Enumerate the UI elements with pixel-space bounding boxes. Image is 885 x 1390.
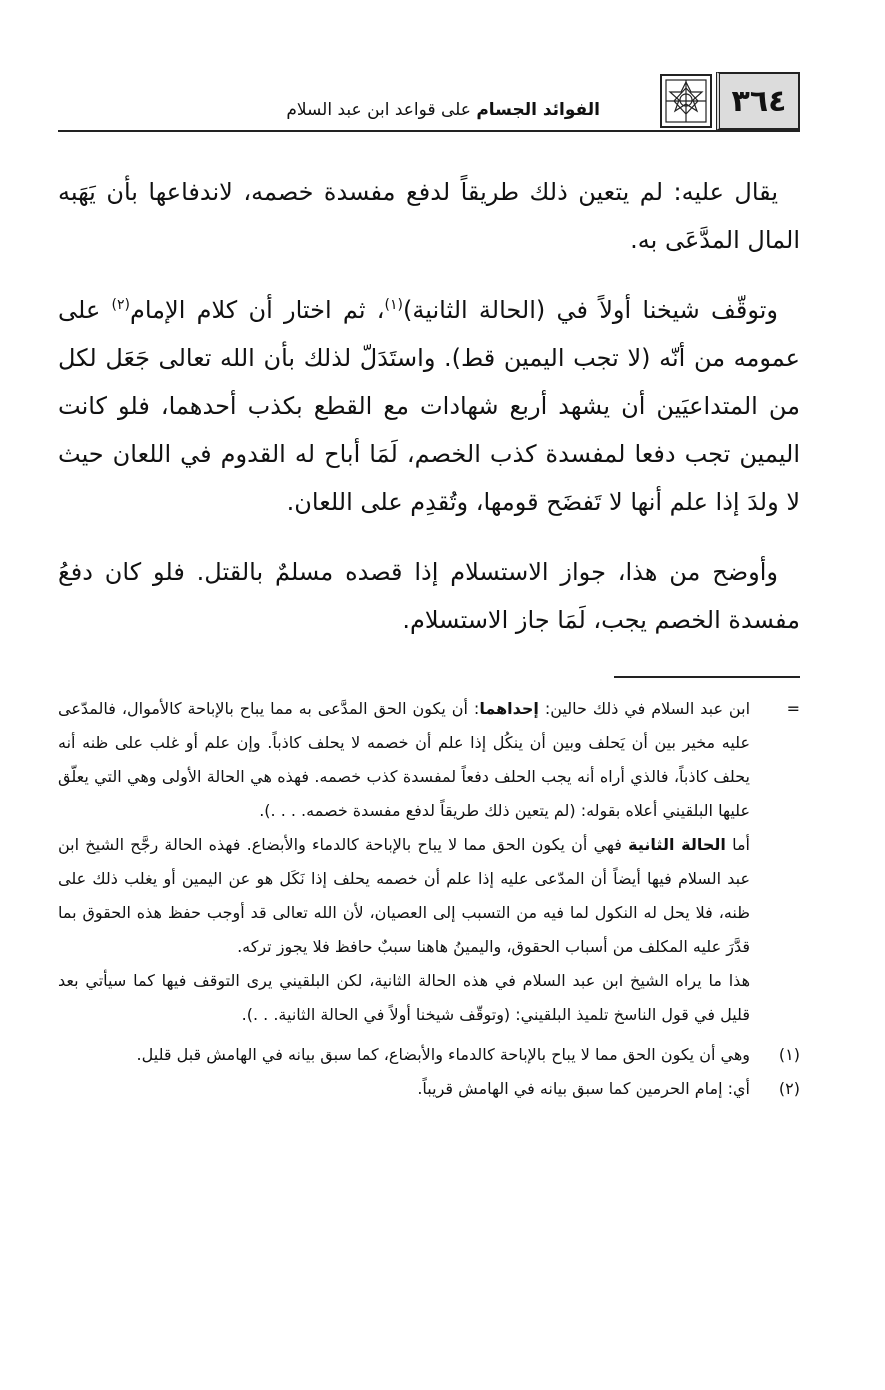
footnote-2-mark: (٢): [778, 1079, 800, 1098]
main-text: [58, 168, 800, 666]
footnote-2: [58, 1072, 800, 1106]
footnote-continuation: [58, 692, 800, 828]
page-header: [58, 68, 800, 132]
footnote-1-text: وهي أن يكون الحق مما لا يباح بالإباحة كالدماء والأبضاع، كما سبق بيانه في الهامش قبل قليل.: [136, 1045, 750, 1064]
paragraph-2-part-1: وتوقّف شيخنا أولاً في (الحالة الثانية): [402, 296, 778, 324]
footnote-1: [58, 1038, 800, 1072]
paragraph-2: [58, 286, 800, 526]
footnote-separator: [614, 676, 800, 678]
footnote-1-mark: (١): [778, 1045, 800, 1064]
continuation-mark: =: [786, 699, 800, 718]
page-number: ٣٦٤: [731, 83, 787, 119]
running-title-rest: على قواعد ابن عبد السلام: [286, 100, 477, 120]
footnotes: [58, 692, 800, 1106]
continuation-text-2: أما الحالة الثانية فهي أن يكون الحق مما لا يباح بالإباحة كالدماء والأبضاع. فهذه الحالة رجَّح الشيخ ابن عبد السلام فيها أيضاً أن المدّعى عليه إذا علم أن خصمه يحلف إذا نَكَل هو عن اليمين أو يغلب ذلك على ظنه، فلا يحل له النكول لما فيه من التسبب إلى العصيان، لأن الله تعالى قد أوجب حفظ هذه الحقوق بما قدَّرَ عليه المكلف من أسباب الحقوق، واليمينُ هاهنا سببٌ حافظ فلا يجوز تركه.: [58, 835, 751, 956]
footnote-ref-2: (٢): [111, 297, 130, 313]
paragraph-3: وأوضح من هذا، جواز الاستسلام إذا قصده مسلمٌ بالقتل. فلو كان دفعُ مفسدة الخصم يجب، لَمَا جاز الاستسلام.: [58, 558, 800, 634]
footnote-continuation-3: [58, 964, 800, 1032]
running-title-bold: الفوائد الجسام: [476, 100, 600, 120]
running-title: [286, 100, 600, 120]
paragraph-2-part-2: ، ثم اختار أن كلام الإمام: [129, 296, 385, 324]
continuation-text-1: ابن عبد السلام في ذلك حالين: إحداهما: أن يكون الحق المدَّعى به مما يباح بالإباحة كالأموال، فالمدّعى عليه مخير بين أن يَحلف وبين أن ينكُل إذا علم أن خصمه لا يحلف كاذباً. وإن علم أو غلب على ظنه أنه يحلف كاذباً، فالذي أراه أنه يجب الحلف دفعاً لمفسدة كذب خصمه. فهذه هي الحالة الأولى وهي التي يعلّق عليها البلقيني أعلاه بقوله: (لم يتعين ذلك طريقاً لدفع مفسدة خصمه. . . .).: [58, 699, 751, 820]
footnote-continuation-2: [58, 828, 800, 964]
continuation-text-3: هذا ما يراه الشيخ ابن عبد السلام في هذه الحالة الثانية، لكن البلقيني يرى التوقف فيها كما سيأتي بعد قليل في قول الناسخ تلميذ البلقيني: (وتوقّف شيخنا أولاً في الحالة الثانية. . .).: [58, 971, 750, 1024]
paragraph-2-part-3: على عمومه من أنّه (لا تجب اليمين قط). واستَدَلّ لذلك بأن الله تعالى جَعَل لكل من المتداعيَين أن يشهد أربع شهادات مع القطع بكذب أحدهما، فلو كانت اليمين تجب دفعا لمفسدة كذب الخصم، لَمَا أباح له القدوم في اللعان حيث لا ولدَ إذا علم أنها لا تَفضَح قومها، وتُقدِم على اللعان.: [58, 296, 800, 516]
ornament-box: [660, 74, 712, 128]
geometric-star-ornament-icon: [662, 76, 710, 126]
header-rule: [58, 130, 800, 132]
paragraph-1: يقال عليه: لم يتعين ذلك طريقاً لدفع مفسدة خصمه، لاندفاعها بأن يَهَبه المال المدَّعَى به.: [58, 178, 800, 254]
page-number-box: [716, 72, 800, 130]
footnote-2-text: أي: إمام الحرمين كما سبق بيانه في الهامش قريباً.: [417, 1079, 750, 1098]
footnote-ref-1: (١): [384, 297, 403, 313]
